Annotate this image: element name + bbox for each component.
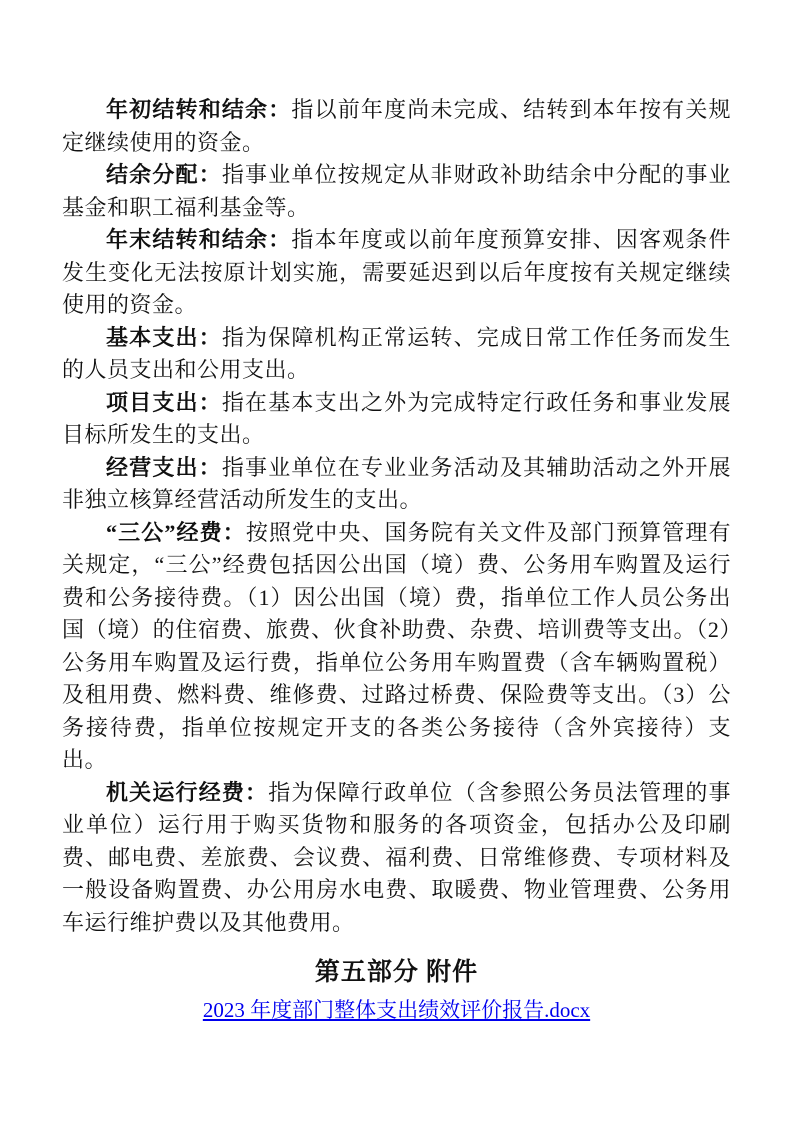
definition-term: 基本支出：: [106, 324, 222, 350]
definition-term: 年初结转和结余：: [106, 97, 292, 122]
definition-text: 指在基本支出之外为完成特定行政任务和事业发展目标所发生的支出。: [62, 389, 731, 447]
definition-text: 指本年度或以前年度预算安排、因客观条件发生变化无法按原计划实施，需要延迟到以后年度按有关规定继续使用的资金。: [62, 227, 731, 317]
definition-term: 结余分配：: [106, 162, 222, 187]
definition-term: 经营支出：: [106, 454, 222, 480]
definition-term: 年末结转和结余：: [106, 227, 292, 252]
definition-term: 机关运行经费：: [106, 779, 269, 805]
section-heading: 第五部分 附件: [314, 959, 479, 986]
definition-paragraph: [62, 452, 731, 517]
definition-paragraph: [62, 387, 731, 452]
definition-paragraph: [62, 322, 731, 387]
definition-text: 按照党中央、国务院有关文件及部门预算管理有关规定，“三公”经费包括因公出国（境）费、公务用车购置及运行费和公务接待费。（1）因公出国（境）费，指单位工作人员公务出国（境）的住宿费、旅费、伙食补助费、杂费、培训费等支出。（2）公务用车购置及运行费，指单位公务用车购置费（含车辆购置税）及租用费、燃料费、维修费、过路过桥费、保险费等支出。（3）公务接待费，指单位按规定开支的各类公务接待（含外宾接待）支出。: [62, 519, 731, 772]
definition-term: “三公”经费：: [106, 519, 246, 545]
definition-text: 指事业单位按规定从非财政补助结余中分配的事业基金和职工福利基金等。: [62, 162, 731, 220]
definition-text: 指为保障机构正常运转、完成日常工作任务而发生的人员支出和公用支出。: [62, 324, 731, 382]
definition-text: 指事业单位在专业业务活动及其辅助活动之外开展非独立核算经营活动所发生的支出。: [62, 454, 731, 512]
definition-paragraph: [62, 517, 731, 777]
definition-paragraph: [62, 94, 731, 159]
attachment-line: [62, 995, 731, 1025]
definition-text: 指以前年度尚未完成、结转到本年按有关规定继续使用的资金。: [62, 97, 731, 155]
definition-paragraph: [62, 159, 731, 224]
definition-paragraph: [62, 224, 731, 322]
definition-term: 项目支出：: [106, 389, 222, 415]
definition-paragraph: [62, 777, 731, 940]
attachment-link[interactable]: 2023 年度部门整体支出绩效评价报告.docx: [202, 998, 591, 1022]
definition-text: 指为保障行政单位（含参照公务员法管理的事业单位）运行用于购买货物和服务的各项资金，包括办公及印刷费、邮电费、差旅费、会议费、福利费、日常维修费、专项材料及一般设备购置费、办公用房水电费、取暖费、物业管理费、公务用车运行维护费以及其他费用。: [62, 779, 731, 935]
